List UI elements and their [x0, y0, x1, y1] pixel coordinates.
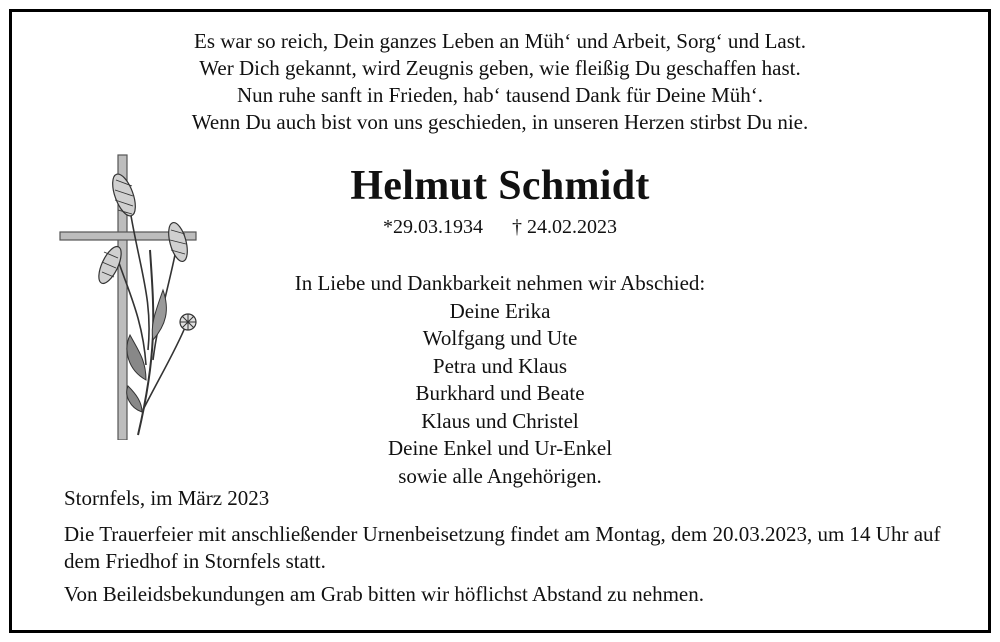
family-member: Petra und Klaus [432, 353, 568, 378]
ceremony-info: Die Trauerfeier mit anschließender Urnenbeisetzung findet am Montag, dem 20.03.2023, um 14 Uhr auf dem Friedhof in Stornfels statt. [64, 522, 941, 573]
poem-line: Es war so reich, Dein ganzes Leben an Müh‘ und Arbeit, Sorg‘ und Last. [194, 29, 806, 53]
poem-line: Nun ruhe sanft in Frieden, hab‘ tausend Dank für Deine Müh‘. [236, 83, 764, 107]
death-date: † 24.02.2023 [512, 216, 617, 238]
poem-line: Wenn Du auch bist von uns geschieden, in unseren Herzen stirbst Du nie. [191, 110, 809, 134]
family-member: Klaus und Christel [421, 408, 579, 433]
place-date: Stornfels, im März 2023 [64, 486, 270, 510]
family-list [0, 270, 1000, 490]
condolence-note: Von Beileidsbekundungen am Grab bitten wir höflichst Abstand zu nehmen. [64, 582, 704, 606]
family-member: Deine Enkel und Ur-Enkel [387, 436, 613, 460]
birth-date: *29.03.1934 [383, 216, 483, 238]
deceased-name: Helmut Schmidt [350, 163, 650, 209]
family-member: Deine Erika [449, 298, 551, 323]
poem [0, 28, 1000, 136]
family-intro: In Liebe und Dankbarkeit nehmen wir Abschied: [294, 271, 706, 295]
poem-line: Wer Dich gekannt, wird Zeugnis geben, wie fleißig Du geschaffen hast. [199, 56, 801, 80]
family-member: sowie alle Angehörigen. [398, 463, 602, 488]
family-member: Burkhard und Beate [415, 381, 585, 405]
family-member: Wolfgang und Ute [422, 326, 578, 350]
life-dates [0, 216, 1000, 239]
